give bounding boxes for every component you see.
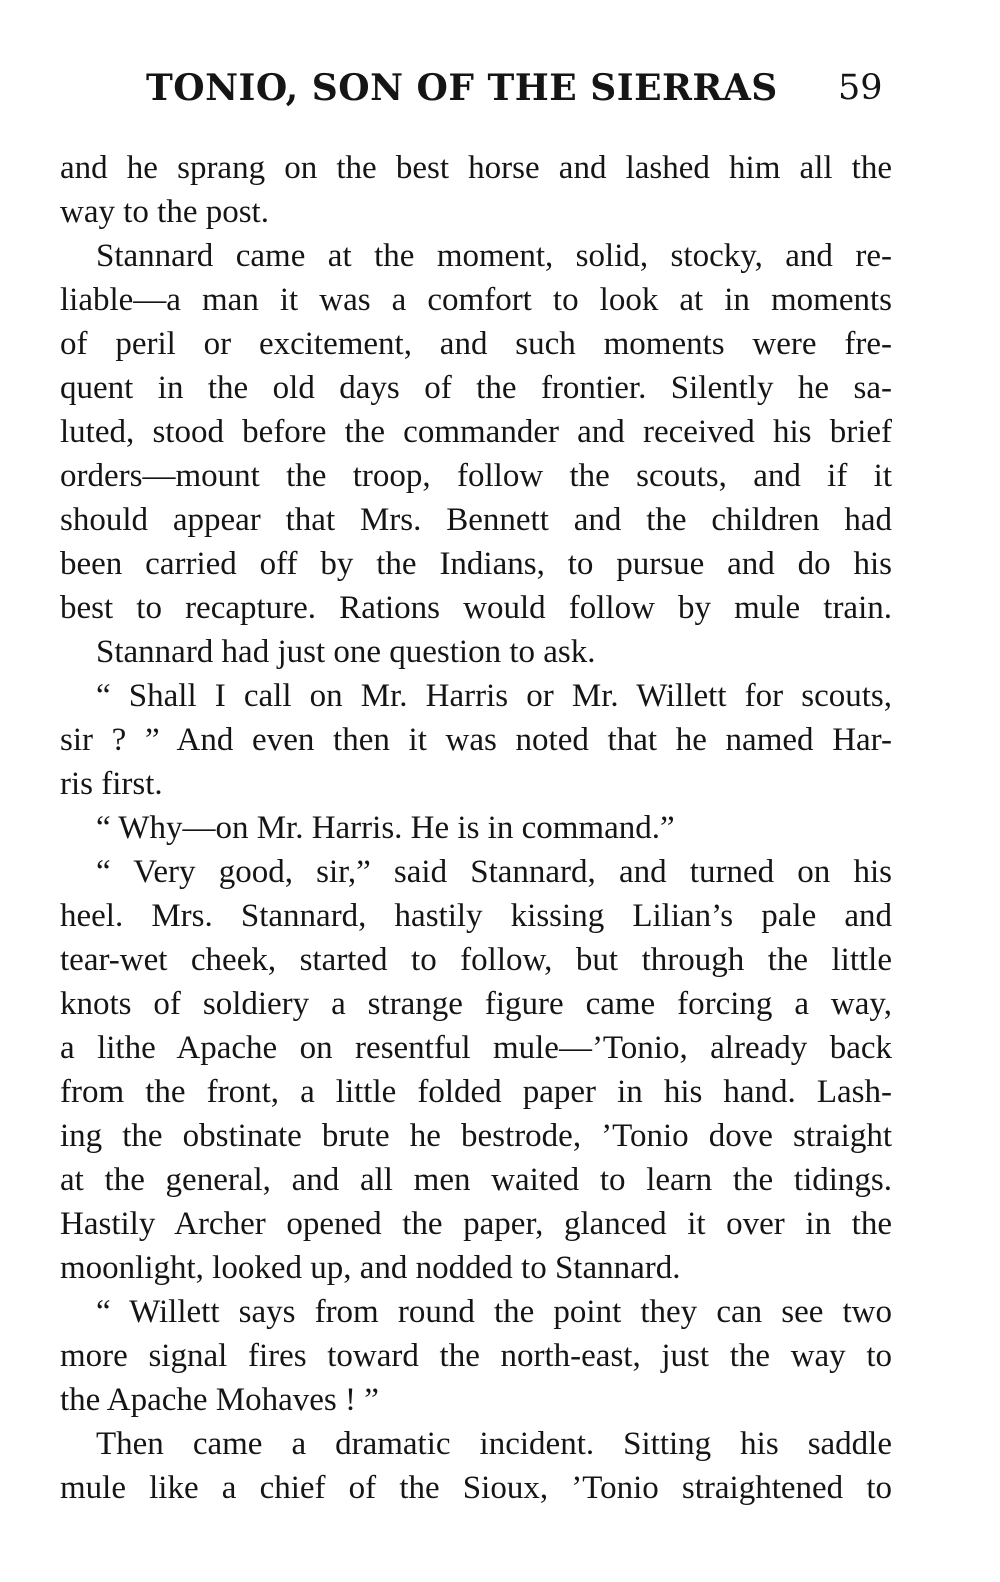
running-head	[0, 62, 1000, 114]
text-line: liable—a man it was a comfort to look at in moments	[60, 282, 892, 318]
text-line: tear-wet cheek, started to follow, but through the little	[60, 942, 892, 978]
text-line: heel. Mrs. Stannard, hastily kissing Lilian’s pale and	[60, 898, 892, 934]
text-line: knots of soldiery a strange figure came forcing a way,	[60, 986, 892, 1022]
text-line: ris first.	[60, 766, 163, 802]
text-line: moonlight, looked up, and nodded to Stannard.	[60, 1250, 681, 1286]
text-line: a lithe Apache on resentful mule—’Tonio, already back	[60, 1030, 892, 1066]
text-line: Hastily Archer opened the paper, glanced it over in the	[60, 1206, 892, 1242]
text-line: been carried off by the Indians, to pursue and do his	[60, 546, 892, 582]
text-line: Stannard came at the moment, solid, stocky, and re-	[96, 238, 892, 274]
text-line: “ Very good, sir,” said Stannard, and turned on his	[96, 854, 892, 890]
text-line: “ Shall I call on Mr. Harris or Mr. Willett for scouts,	[96, 678, 892, 714]
text-line: of peril or excitement, and such moments were fre-	[60, 326, 892, 362]
page-number: 59	[838, 68, 883, 108]
text-line: best to recapture. Rations would follow by mule train.	[60, 590, 892, 626]
text-line: from the front, a little folded paper in his hand. Lash-	[60, 1074, 892, 1110]
text-line: way to the post.	[60, 194, 269, 230]
text-line: “ Willett says from round the point they can see two	[96, 1294, 892, 1330]
text-line: the Apache Mohaves ! ”	[60, 1382, 379, 1418]
text-line: Then came a dramatic incident. Sitting his saddle	[96, 1426, 892, 1462]
text-line: sir ? ” And even then it was noted that he named Har-	[60, 722, 892, 758]
text-line: Stannard had just one question to ask.	[96, 634, 596, 670]
running-title: TONIO, SON OF THE SIERRAS	[146, 67, 778, 109]
text-line: orders—mount the troop, follow the scouts, and if it	[60, 458, 892, 494]
text-line: luted, stood before the commander and received his brief	[60, 414, 892, 450]
text-line: quent in the old days of the frontier. Silently he sa-	[60, 370, 892, 406]
text-line: at the general, and all men waited to learn the tidings.	[60, 1162, 892, 1198]
text-line: should appear that Mrs. Bennett and the children had	[60, 502, 892, 538]
text-line: “ Why—on Mr. Harris. He is in command.”	[96, 810, 675, 846]
text-line: more signal fires toward the north-east, just the way to	[60, 1338, 892, 1374]
text-line: and he sprang on the best horse and lashed him all the	[60, 150, 892, 186]
text-line: mule like a chief of the Sioux, ’Tonio straightened to	[60, 1470, 892, 1506]
text-line: ing the obstinate brute he bestrode, ’Tonio dove straight	[60, 1118, 892, 1154]
